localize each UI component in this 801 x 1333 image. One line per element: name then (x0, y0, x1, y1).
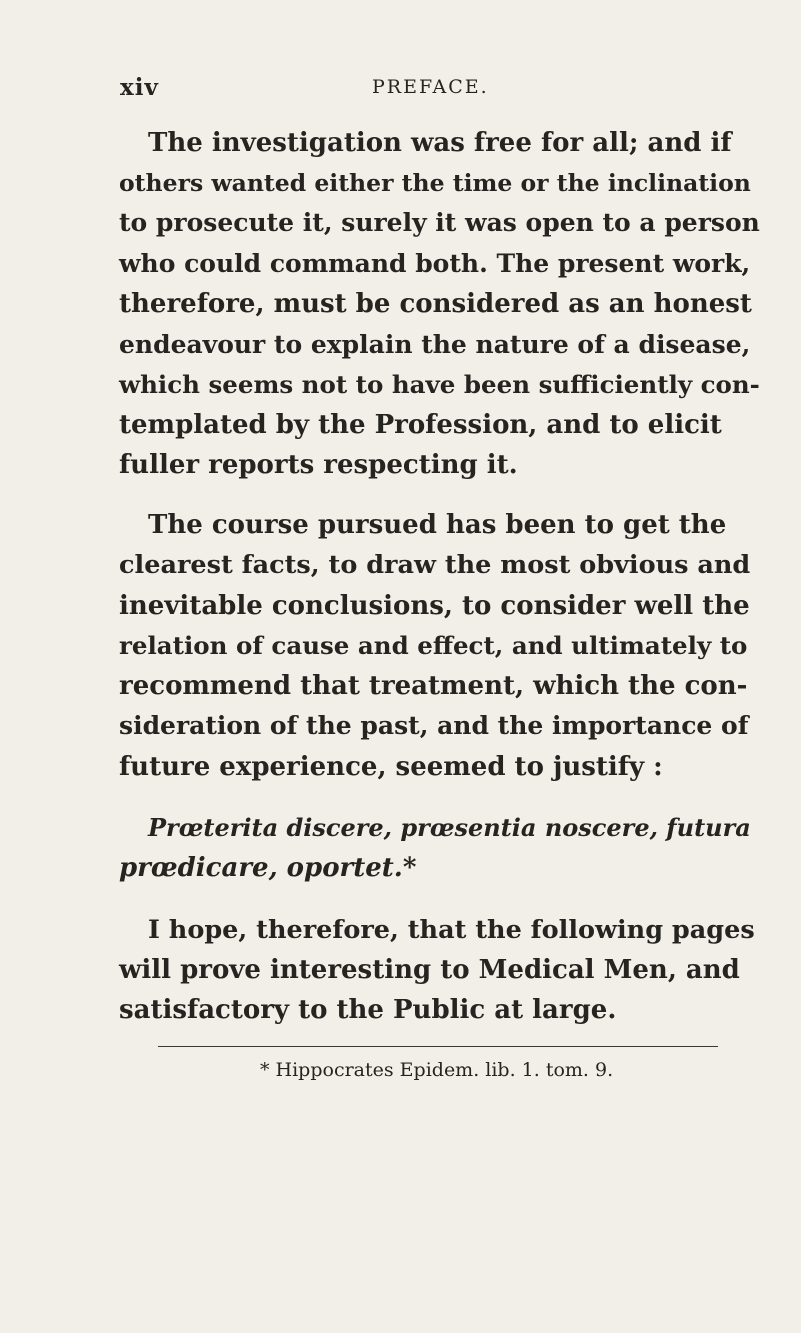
page-header (120, 74, 720, 114)
text-line: who could command both. The present work, (119, 249, 751, 278)
quote-line: Prœterita discere, prœsentia noscere, futura (148, 813, 751, 842)
text-line: inevitable conclusions, to consider well the (119, 591, 750, 621)
text-line: templated by the Profession, and to elicit (119, 410, 722, 440)
page-number: xiv (120, 74, 159, 101)
footnote-divider (158, 1046, 718, 1047)
footnote: * Hippocrates Epidem. lib. 1. tom. 9. (260, 1059, 614, 1081)
text-line: I hope, therefore, that the following pages (148, 915, 755, 945)
text-line: recommend that treatment, which the con- (119, 671, 748, 701)
text-line: therefore, must be considered as an honest (119, 289, 752, 319)
text-line: will prove interesting to Medical Men, and (119, 955, 740, 985)
text-line: sideration of the past, and the importance of (119, 711, 749, 740)
text-line: clearest facts, to draw the most obvious and (119, 550, 751, 580)
text-line: The investigation was free for all; and if (148, 128, 732, 158)
text-line: others wanted either the time or the inclination (119, 169, 751, 197)
text-line: relation of cause and effect, and ultimately to (119, 631, 748, 660)
running-head: PREFACE. (372, 76, 489, 98)
text-line: endeavour to explain the nature of a disease, (119, 330, 751, 359)
text-line: satisfactory to the Public at large. (119, 995, 617, 1025)
text-line: fuller reports respecting it. (119, 450, 518, 480)
text-line: to prosecute it, surely it was open to a person (119, 208, 760, 237)
text-line: which seems not to have been sufficiently con- (119, 370, 760, 399)
quote-line: prœdicare, oportet.* (119, 853, 417, 883)
text-line: The course pursued has been to get the (148, 510, 727, 540)
text-line: future experience, seemed to justify : (119, 752, 663, 782)
